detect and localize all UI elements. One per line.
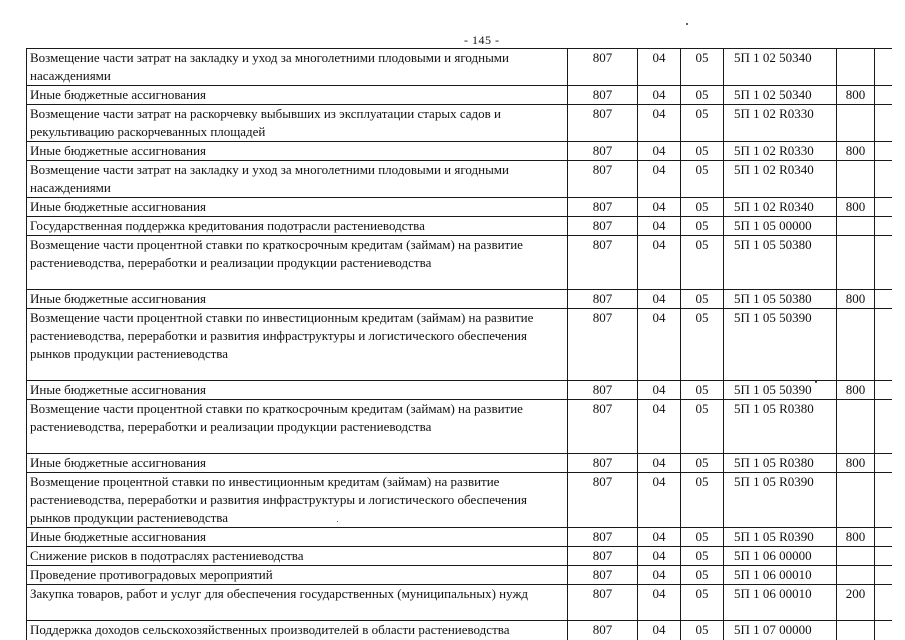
cell-extra: [875, 236, 893, 290]
table-row: [27, 381, 893, 400]
cell-extra: [875, 309, 893, 381]
cell-expense-type: [837, 309, 875, 381]
cell-expense-type: [837, 547, 875, 566]
cell-subsection-code: 05: [681, 566, 724, 585]
cell-subsection-code: 05: [681, 585, 724, 621]
cell-ministry-code: 807: [568, 309, 638, 381]
cell-extra: [875, 621, 893, 640]
cell-expense-type: [837, 236, 875, 290]
cell-subsection-code: 05: [681, 86, 724, 105]
cell-section-code: 04: [638, 217, 681, 236]
cell-subsection-code: 05: [681, 473, 724, 528]
table-row: [27, 473, 893, 528]
cell-section-code: 04: [638, 566, 681, 585]
table-row: [27, 621, 893, 640]
cell-section-code: 04: [638, 400, 681, 454]
cell-ministry-code: 807: [568, 621, 638, 640]
cell-target-article: 5П 1 06 00010: [724, 566, 837, 585]
cell-ministry-code: 807: [568, 161, 638, 198]
table-row: [27, 198, 893, 217]
cell-section-code: 04: [638, 49, 681, 86]
cell-ministry-code: 807: [568, 547, 638, 566]
cell-extra: [875, 161, 893, 198]
budget-table-container: [26, 48, 892, 640]
cell-section-code: 04: [638, 473, 681, 528]
cell-ministry-code: 807: [568, 454, 638, 473]
cell-ministry-code: 807: [568, 566, 638, 585]
cell-expense-type: [837, 161, 875, 198]
cell-section-code: 04: [638, 236, 681, 290]
cell-ministry-code: 807: [568, 528, 638, 547]
cell-ministry-code: 807: [568, 198, 638, 217]
cell-extra: [875, 86, 893, 105]
cell-subsection-code: 05: [681, 400, 724, 454]
cell-name: Возмещение части затрат на закладку и уход за многолетними плодовыми и ягодными насаждениями: [27, 49, 568, 86]
cell-name: Иные бюджетные ассигнования: [27, 86, 568, 105]
cell-name: Возмещение части затрат на закладку и уход за многолетними плодовыми и ягодными насаждениями: [27, 161, 568, 198]
cell-subsection-code: 05: [681, 290, 724, 309]
table-row: [27, 236, 893, 290]
cell-subsection-code: 05: [681, 198, 724, 217]
cell-ministry-code: 807: [568, 473, 638, 528]
cell-ministry-code: 807: [568, 105, 638, 142]
cell-ministry-code: 807: [568, 142, 638, 161]
budget-table: [26, 48, 892, 640]
cell-extra: [875, 566, 893, 585]
cell-name: Проведение противоградовых мероприятий: [27, 566, 568, 585]
cell-target-article: 5П 1 02 R0340: [724, 161, 837, 198]
cell-section-code: 04: [638, 290, 681, 309]
cell-subsection-code: 05: [681, 142, 724, 161]
cell-ministry-code: 807: [568, 49, 638, 86]
cell-ministry-code: 807: [568, 400, 638, 454]
cell-section-code: 04: [638, 528, 681, 547]
cell-name: Возмещение процентной ставки по инвестиционным кредитам (займам) на развитие растениеводства, переработки и развития инфраструктуры и логистического обеспечения рынков продукции растениеводства: [27, 473, 568, 528]
cell-subsection-code: 05: [681, 528, 724, 547]
cell-section-code: 04: [638, 454, 681, 473]
table-row: [27, 142, 893, 161]
cell-name: Государственная поддержка кредитования подотрасли растениеводства: [27, 217, 568, 236]
cell-name: Возмещение части процентной ставки по краткосрочным кредитам (займам) на развитие растениеводства, переработки и реализации продукции растениеводства: [27, 236, 568, 290]
cell-extra: [875, 528, 893, 547]
cell-expense-type: [837, 621, 875, 640]
table-row: [27, 290, 893, 309]
cell-extra: [875, 198, 893, 217]
cell-subsection-code: 05: [681, 217, 724, 236]
cell-target-article: 5П 1 05 R0390: [724, 473, 837, 528]
cell-extra: [875, 454, 893, 473]
cell-expense-type: 200: [837, 585, 875, 621]
cell-target-article: 5П 1 06 00010: [724, 585, 837, 621]
cell-ministry-code: 807: [568, 381, 638, 400]
cell-section-code: 04: [638, 585, 681, 621]
cell-expense-type: 800: [837, 381, 875, 400]
cell-name: Иные бюджетные ассигнования: [27, 290, 568, 309]
cell-expense-type: [837, 400, 875, 454]
table-row: [27, 528, 893, 547]
cell-extra: [875, 473, 893, 528]
cell-subsection-code: 05: [681, 454, 724, 473]
cell-extra: [875, 400, 893, 454]
cell-name: Иные бюджетные ассигнования: [27, 454, 568, 473]
cell-subsection-code: 05: [681, 547, 724, 566]
table-row: [27, 217, 893, 236]
cell-subsection-code: 05: [681, 161, 724, 198]
cell-ministry-code: 807: [568, 217, 638, 236]
cell-expense-type: [837, 105, 875, 142]
cell-subsection-code: 05: [681, 381, 724, 400]
cell-expense-type: 800: [837, 454, 875, 473]
cell-target-article: 5П 1 06 00000: [724, 547, 837, 566]
cell-extra: [875, 381, 893, 400]
cell-target-article: 5П 1 07 00000: [724, 621, 837, 640]
cell-target-article: 5П 1 02 50340: [724, 49, 837, 86]
budget-table-body: [27, 49, 893, 640]
cell-section-code: 04: [638, 198, 681, 217]
cell-target-article: 5П 1 05 R0390: [724, 528, 837, 547]
cell-subsection-code: 05: [681, 309, 724, 381]
cell-extra: [875, 105, 893, 142]
cell-section-code: 04: [638, 309, 681, 381]
cell-section-code: 04: [638, 381, 681, 400]
cell-extra: [875, 547, 893, 566]
cell-name: Иные бюджетные ассигнования: [27, 528, 568, 547]
table-row: [27, 547, 893, 566]
cell-expense-type: [837, 49, 875, 86]
cell-target-article: 5П 1 05 50380: [724, 236, 837, 290]
cell-name: Возмещение части процентной ставки по инвестиционным кредитам (займам) на развитие растениеводства, переработки и развития инфраструктуры и логистического обеспечения рынков продукции растениеводства: [27, 309, 568, 381]
table-row: [27, 309, 893, 381]
cell-target-article: 5П 1 05 50390: [724, 309, 837, 381]
cell-target-article: 5П 1 02 R0330: [724, 142, 837, 161]
cell-name: Иные бюджетные ассигнования: [27, 198, 568, 217]
table-row: [27, 161, 893, 198]
cell-ministry-code: 807: [568, 585, 638, 621]
table-row: [27, 566, 893, 585]
scan-speck: [337, 521, 338, 522]
cell-expense-type: [837, 473, 875, 528]
cell-target-article: 5П 1 05 00000: [724, 217, 837, 236]
cell-subsection-code: 05: [681, 621, 724, 640]
cell-name: Иные бюджетные ассигнования: [27, 381, 568, 400]
table-row: [27, 86, 893, 105]
table-row: [27, 105, 893, 142]
cell-subsection-code: 05: [681, 105, 724, 142]
cell-name: Возмещение части процентной ставки по краткосрочным кредитам (займам) на развитие растениеводства, переработки и реализации продукции растениеводства: [27, 400, 568, 454]
cell-section-code: 04: [638, 105, 681, 142]
cell-name: Закупка товаров, работ и услуг для обеспечения государственных (муниципальных) нужд: [27, 585, 568, 621]
cell-section-code: 04: [638, 161, 681, 198]
cell-target-article: 5П 1 05 50380: [724, 290, 837, 309]
cell-expense-type: 800: [837, 198, 875, 217]
cell-section-code: 04: [638, 547, 681, 566]
page-number-text: - 145 -: [464, 33, 500, 47]
table-row: [27, 585, 893, 621]
cell-name: Иные бюджетные ассигнования: [27, 142, 568, 161]
cell-subsection-code: 05: [681, 49, 724, 86]
cell-ministry-code: 807: [568, 236, 638, 290]
cell-name: Поддержка доходов сельскохозяйственных производителей в области растениеводства: [27, 621, 568, 640]
cell-section-code: 04: [638, 621, 681, 640]
table-row: [27, 400, 893, 454]
cell-target-article: 5П 1 05 R0380: [724, 454, 837, 473]
cell-section-code: 04: [638, 86, 681, 105]
cell-expense-type: 800: [837, 528, 875, 547]
cell-name: Возмещение части затрат на раскорчевку выбывших из эксплуатации старых садов и рекультивацию раскорчеванных площадей: [27, 105, 568, 142]
cell-name: Снижение рисков в подотраслях растениеводства: [27, 547, 568, 566]
cell-expense-type: 800: [837, 142, 875, 161]
cell-target-article: 5П 1 02 R0340: [724, 198, 837, 217]
cell-extra: [875, 217, 893, 236]
table-row: [27, 49, 893, 86]
cell-target-article: 5П 1 02 50340: [724, 86, 837, 105]
cell-extra: [875, 290, 893, 309]
cell-target-article: 5П 1 05 50390: [724, 381, 837, 400]
cell-section-code: 04: [638, 142, 681, 161]
cell-ministry-code: 807: [568, 290, 638, 309]
cell-expense-type: 800: [837, 290, 875, 309]
cell-extra: [875, 142, 893, 161]
cell-ministry-code: 807: [568, 86, 638, 105]
cell-target-article: 5П 1 05 R0380: [724, 400, 837, 454]
cell-target-article: 5П 1 02 R0330: [724, 105, 837, 142]
cell-expense-type: [837, 566, 875, 585]
scan-speck: [815, 380, 817, 383]
table-row: [27, 454, 893, 473]
cell-extra: [875, 49, 893, 86]
cell-extra: [875, 585, 893, 621]
cell-expense-type: 800: [837, 86, 875, 105]
scan-speck: [686, 23, 688, 25]
cell-expense-type: [837, 217, 875, 236]
cell-subsection-code: 05: [681, 236, 724, 290]
